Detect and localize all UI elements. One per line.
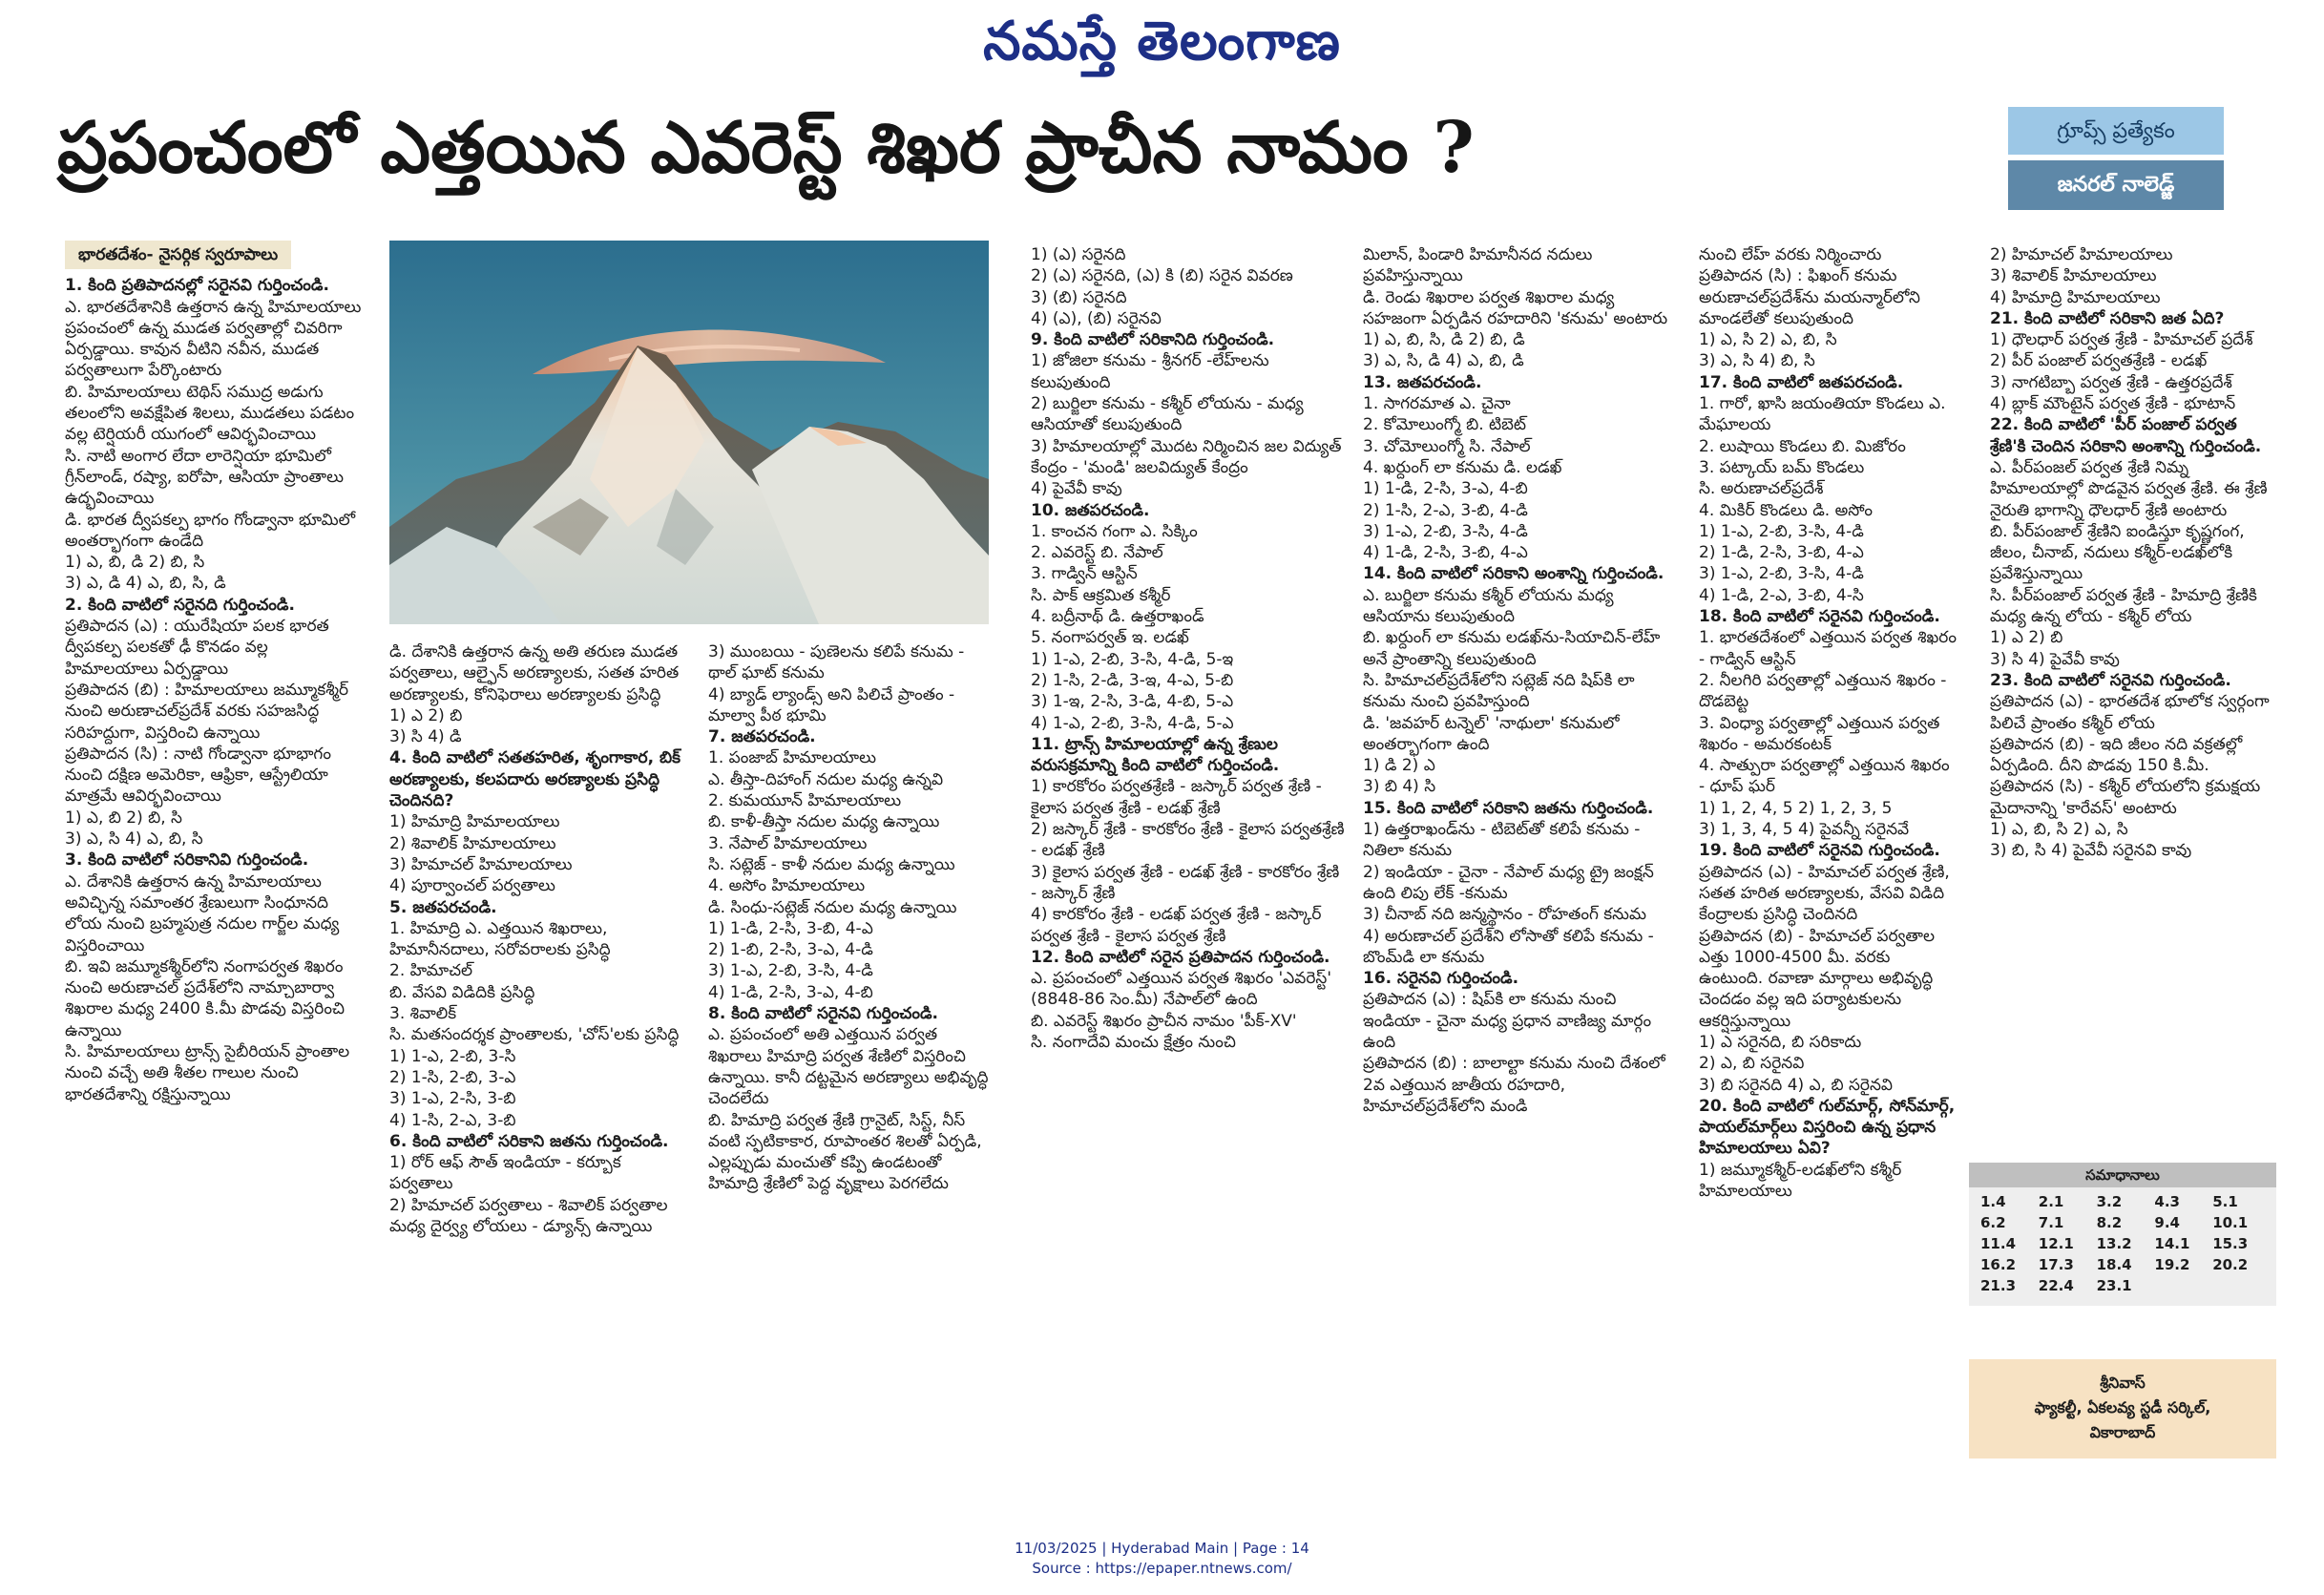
answer-item: 16.2 — [1980, 1256, 2017, 1273]
question-text: 3. కింది వాటిలో సరికానివి గుర్తించండి. — [65, 850, 309, 871]
option-text: 3) సి 4) పైవేవీ కావు — [1990, 649, 2120, 669]
option-text: 3) బి, సి 4) పైవేవీ సరైనవి కావు — [1990, 841, 2192, 861]
option-text: 1. సాగరమాత ఎ. చైనా — [1363, 394, 1511, 414]
option-text: 1) డి 2) ఎ — [1363, 756, 1435, 776]
option-text: 2. ఎవరెస్ట్ బి. నేపాల్ — [1031, 543, 1163, 563]
answer-item: 21.3 — [1980, 1277, 2017, 1294]
option-text: 2. కుమయూన్ హిమాలయాలు — [708, 791, 902, 811]
option-text: 4) హిమాద్రి హిమాలయాలు — [1990, 287, 2161, 307]
question-text: 19. కింది వాటిలో సరైనవి గుర్తించండి. — [1699, 841, 1940, 861]
column-text — [65, 275, 363, 1105]
footer-source: Source : https://epaper.ntnews.com/ — [1032, 1560, 1292, 1577]
question-text: 2. కింది వాటిలో సరైనది గుర్తించండి. — [65, 595, 295, 615]
answer-item: 8.2 — [2096, 1214, 2123, 1231]
option-text: 3. నేపాల్ హిమాలయాలు — [708, 833, 868, 853]
answer-item: 5.1 — [2212, 1193, 2238, 1210]
option-text: బి. ఎవరెస్ట్ శిఖరం ప్రాచీన నామం 'పీక్-XV' — [1031, 1011, 1297, 1031]
option-text: డి. సింధు-సట్లెజ్ నదుల మధ్య ఉన్నాయి — [708, 897, 957, 917]
option-text: సి. సట్లెజ్ - కాళీ నదుల మధ్య ఉన్నాయి — [708, 854, 955, 874]
option-text: ప్రతిపాదన (సి) - కశ్మీర్ లోయలోని క్రమక్షయ మైదానాన్ని 'కారేవస్' అంటారు — [1990, 777, 2261, 818]
option-text: 4. అసోం హిమాలయాలు — [708, 876, 866, 896]
option-text: 3) బి 4) సి — [1363, 777, 1436, 797]
option-text: 4. బద్రీనాథ్ డి. ఉత్తరాఖండ్ — [1031, 607, 1204, 627]
option-text: 3) నాగటిబ్బా పర్వత శ్రేణి - ఉత్తరప్రదేశ్ — [1990, 372, 2232, 392]
option-text: 3) ఎ, సి 4) ఎ, బి, సి — [65, 829, 203, 850]
section-title: భారతదేశం- నైసర్గిక స్వరూపాలు — [65, 241, 291, 269]
article-column-1 — [65, 241, 363, 1472]
option-text: 2. హిమాచల్ — [389, 961, 473, 981]
answer-item: 3.2 — [2096, 1193, 2123, 1210]
option-text: 1) 1-డి, 2-సి, 3-ఎ, 4-బి — [1363, 479, 1528, 499]
question-text: 4. కింది వాటిలో సతతహరిత, శృంగాకార, బిక్ అరణ్యాలకు, కలపదారు అరణ్యాలకు ప్రసిద్ధి చెందినది? — [389, 748, 680, 811]
question-text: 8. కింది వాటిలో సరైనవి గుర్తించండి. — [708, 1004, 938, 1024]
option-text: 1) 1, 2, 4, 5 2) 1, 2, 3, 5 — [1699, 798, 1893, 818]
option-text: ప్రతిపాదన (బి) : బాలాల్టా కనుమ నుంచి దేశంలో 2వ ఎత్తయిన జాతీయ రహదారి, హిమాచల్‌ప్రదేశ్‌లోని మండి — [1363, 1054, 1665, 1116]
option-text: 1) 1-ఎ, 2-బి, 3-సి, 4-డి, 5-ఇ — [1031, 649, 1234, 669]
option-text: ఎ. భారతదేశానికి ఉత్తరాన ఉన్న హిమాలయాలు ప్రపంచంలో ఉన్న ముడత పర్వతాల్లో చివరిగా ఏర్పడ్డాయి. కావున వీటిని నవీన, ముడత పర్వతాలుగా పేర్కొంటారు — [65, 297, 362, 381]
answer-item: 15.3 — [2212, 1235, 2249, 1252]
option-text: 2) (ఎ) సరైనది, (ఎ) కి (బి) సరైన వివరణ — [1031, 266, 1293, 286]
option-text: 1. భారతదేశంలో ఎత్తయిన పర్వత శిఖరం - గాడ్విన్ ఆస్టిన్ — [1699, 628, 1957, 669]
option-text: 1) 1-డి, 2-సి, 3-బి, 4-ఎ — [708, 918, 873, 938]
option-text: 3. చోమోలుంగ్మో సి. నేపాల్ — [1363, 436, 1531, 456]
headline: ప్రపంచంలో ఎత్తయిన ఎవరెస్ట్ శిఖర ప్రాచీన నామం ? — [57, 107, 1475, 189]
option-text: ప్రతిపాదన (బి) - హిమాచల్ పర్వతాల ఎత్తు 1000-4500 మీ. వరకు ఉంటుంది. రవాణా మార్గాలు అభివృద్ధి చెందడం వల్ల ఇది పర్యాటకులను ఆకర్షిస్తున్నాయి — [1699, 926, 1936, 1031]
answer-item: 23.1 — [2096, 1277, 2132, 1294]
option-text: 3) 1-ఎ, 2-సి, 3-బి — [389, 1089, 516, 1109]
option-text: డి. భారత ద్వీపకల్ప భాగం గోండ్వానా భూమిలో అంతర్భాగంగా ఉండేది — [65, 510, 356, 551]
option-text: 2. నీలగిరి పర్వతాల్లో ఎత్తయిన శిఖరం - దొడబెట్ట — [1699, 670, 1947, 712]
option-text: డి. 'జవహర్ టన్నెల్' 'నాథులా' కనుమలో అంతర్భాగంగా ఉంది — [1363, 713, 1620, 754]
option-text: 4) 1-డి, 2-ఎ, 3-బి, 4-సి — [1699, 585, 1864, 605]
option-text: 3) ముంబయి - పుణెలను కలిపే కనుమ - థాల్ ఘాట్ కనుమ — [708, 642, 965, 683]
option-text: ప్రతిపాదన (బి) : హిమాలయాలు జమ్మూకశ్మీర్ నుంచి అరుణాచల్‌ప్రదేశ్ వరకు సహజసిద్ధ సరిహద్దుగా, విస్తరించి ఉన్నాయి — [65, 680, 349, 743]
answer-item: 11.4 — [1980, 1235, 2017, 1252]
question-text: 9. కింది వాటిలో సరికానిది గుర్తించండి. — [1031, 330, 1275, 350]
question-text: 20. కింది వాటిలో గుల్‌మార్గ్, సోన్‌మార్గ్, పాయల్‌మార్గ్‌లు విస్తరించి ఉన్న ప్రధాన హిమాలయాలు ఏవి? — [1699, 1096, 1956, 1159]
option-text: 4) పైవేవీ కావు — [1031, 479, 1122, 499]
option-text: 3) ఎ, సి 4) బి, సి — [1699, 351, 1815, 371]
answer-item: 6.2 — [1980, 1214, 2006, 1231]
question-text: 23. కింది వాటిలో సరైనవి గుర్తించండి. — [1990, 670, 2231, 690]
question-text: 15. కింది వాటిలో సరికాని జతను గుర్తించండి. — [1363, 798, 1654, 818]
option-text: 1) రోర్ ఆఫ్ సౌత్ ఇండియా - కర్బూక పర్వతాలు — [389, 1153, 621, 1194]
article-column-4 — [1031, 244, 1346, 1468]
option-text: 3) ఎ, సి, డి 4) ఎ, బి, డి — [1363, 351, 1524, 371]
option-text: 4) 1-డి, 2-సి, 3-బి, 4-ఎ — [1363, 543, 1528, 563]
author-credit — [1969, 1359, 2276, 1459]
option-text: 1. కాంచన గంగా ఎ. సిక్కిం — [1031, 521, 1198, 541]
question-text: 6. కింది వాటిలో సరికాని జతను గుర్తించండి. — [389, 1131, 669, 1151]
option-text: 1) ఎ సరైనది, బి సరికాదు — [1699, 1032, 1862, 1052]
option-text: 1) (ఎ) సరైనది — [1031, 245, 1126, 264]
option-text: 4. సాత్పురా పర్వతాల్లో ఎత్తయిన శిఖరం - ధూప్ ఘర్ — [1699, 756, 1950, 797]
option-text: ప్రతిపాదన (ఎ) : షిప్‌కి లా కనుమ నుంచి ఇండియా - చైనా మధ్య ప్రధాన వాణిజ్య మార్గం ఉంది — [1363, 990, 1652, 1052]
option-text: నుంచి లేహ్ వరకు నిర్మించారు — [1699, 245, 1882, 264]
question-text: 16. సరైనవి గుర్తించండి. — [1363, 969, 1519, 989]
column-text — [1031, 244, 1346, 1053]
option-text: 3) చీనాబ్ నది జన్మస్థానం - రోహతంగ్ కనుమ — [1363, 905, 1646, 925]
option-text: 3) 1-ఎ, 2-బి, 3-సి, 4-డి — [708, 961, 873, 981]
option-text: ప్రతిపాదన (బి) - ఇది జీలం నది వక్రతల్లో ఏర్పడింది. దీని పొడవు 150 కి.మీ. — [1990, 734, 2243, 776]
column-text — [1363, 244, 1670, 1117]
masthead-logo: నమస్తే తెలంగాణ — [983, 10, 1341, 73]
answer-item: 22.4 — [2038, 1277, 2074, 1294]
option-text: 4) బ్యాడ్ ల్యాండ్స్ అని పిలిచే ప్రాంతం - మాల్వా పీఠ భూమి — [708, 684, 955, 725]
option-text: 3) 1-ఇ, 2-సి, 3-డి, 4-బి, 5-ఎ — [1031, 692, 1234, 712]
article-column-7 — [1990, 244, 2276, 1151]
option-text: 4) 1-డి, 2-సి, 3-ఎ, 4-బి — [708, 982, 873, 1002]
option-text: 1) ఎ, బి 2) బి, సి — [65, 808, 182, 828]
option-text: 1) 1-ఎ, 2-బి, 3-సి — [389, 1046, 516, 1066]
answers-title: సమాధానాలు — [1969, 1163, 2276, 1187]
option-text: ప్రతిపాదన (సి) : ఫిఖంగ్ కనుమ అరుణాచల్‌ప్రదేశ్‌ను మయన్మార్‌లోని మాండలేతో కలుపుతుంది — [1699, 266, 1920, 328]
answer-item: 14.1 — [2154, 1235, 2190, 1252]
option-text: 3) 1, 3, 4, 5 4) పైవన్నీ సరైనవే — [1699, 820, 1910, 840]
option-text: 2) 1-సి, 2-ఎ, 3-బి, 4-డి — [1363, 500, 1528, 520]
question-text: 5. జతపరచండి. — [389, 897, 497, 917]
option-text: 2) హిమాచల్ హిమాలయాలు — [1990, 245, 2173, 264]
option-text: ప్రతిపాదన (ఎ) - భారతదేశ భూలోక స్వర్గంగా పిలిచే ప్రాంతం కశ్మీర్ లోయ — [1990, 692, 2270, 733]
option-text: ప్రతిపాదన (ఎ) - హిమాచల్ పర్వత శ్రేణి, సతత హరిత అరణ్యాలకు, వేసవి విడిది కేంద్రాలకు ప్రసిద్ధి చెందినది — [1699, 862, 1950, 925]
author-affiliation: ఫ్యాకల్టీ, ఏకలవ్య స్టడీ సర్కిల్, — [2034, 1398, 2211, 1417]
option-text: 3) 1-ఎ, 2-బి, 3-సి, 4-డి — [1363, 521, 1528, 541]
option-text: సి. పీర్‌పంజాల్ పర్వత శ్రేణి - హిమాద్రి శ్రేణికి మధ్య ఉన్న లోయ - కశ్మీర్ లోయ — [1990, 585, 2257, 627]
option-text: బి. వేసవి విడిదికి ప్రసిద్ధి — [389, 982, 535, 1002]
column-text — [708, 641, 989, 1195]
option-text: 1. పంజాబ్ హిమాలయాలు — [708, 748, 877, 768]
option-text: 1) ఎ 2) బి — [389, 705, 463, 725]
article-column-6 — [1699, 244, 1957, 1468]
option-text: 3) బి సరైనది 4) ఎ, బి సరైనవి — [1699, 1075, 1894, 1095]
option-text: 1) ఎ, బి, సి, డి 2) బి, డి — [1363, 330, 1525, 350]
option-text: ఎ. బుర్జిలా కనుమ కశ్మీర్ లోయను మధ్య ఆసియాను కలుపుతుంది — [1363, 585, 1614, 627]
option-text: 4) అరుణాచల్ ప్రదేశ్‌ని లోసాతో కలిపే కనుమ - బొంమ్‌డి లా కనుమ — [1363, 926, 1654, 967]
option-text: 4. ఖర్దుంగ్ లా కనుమ డి. లడఖ్ — [1363, 457, 1562, 477]
answer-item: 19.2 — [2154, 1256, 2190, 1273]
answers-grid — [1975, 1193, 2271, 1294]
answer-item: 4.3 — [2154, 1193, 2180, 1210]
option-text: 3) శివాలిక్ హిమాలయాలు — [1990, 266, 2157, 286]
option-text: ఎ. పీర్‌పంజల్ పర్వత శ్రేణి నిమ్న హిమాలయాల్లో పొడవైన పర్వత శ్రేణి. ఈ శ్రేణి నైరుతి భాగాన్ని ధౌలధార్ శ్రేణి అంటారు — [1990, 457, 2268, 520]
author-name: శ్రీనివాస్ — [2100, 1374, 2146, 1392]
option-text: 3. పట్కాయ్ బమ్ కొండలు — [1699, 457, 1865, 477]
column-text — [389, 641, 685, 1237]
option-text: బి. పీర్‌పంజాల్ శ్రేణిని ఐండిస్తూ కృష్ణగంగ, జీలం, చీనాబ్, నదులు కశ్మీర్-లడఖ్‌లోకి ప్రవేశిస్తున్నాయి — [1990, 521, 2245, 584]
option-text: బి. కాళీ-తీస్తా నదుల మధ్య ఉన్నాయి — [708, 812, 940, 832]
option-text: 2) 1-సి, 2-బి, 3-ఎ — [389, 1067, 516, 1087]
option-text: సి. పాక్ ఆక్రమిత కశ్మీర్ — [1031, 585, 1171, 605]
option-text: 3) కైలాస పర్వత శ్రేణి - లడఖ్ శ్రేణి - కారకోరం శ్రేణి - జస్కార్ శ్రేణి — [1031, 862, 1340, 903]
option-text: ఎ. తీస్తా-దిహాంగ్ నదుల మధ్య ఉన్నవి — [708, 769, 944, 789]
option-text: 1) హిమాద్రి హిమాలయాలు — [389, 812, 560, 832]
option-text: 3) హిమాచల్ హిమాలయాలు — [389, 854, 573, 874]
option-text: 2) పీర్ పంజాల్ పర్వతశ్రేణి - లడఖ్ — [1990, 351, 2208, 371]
option-text: 2) ఇండియా - చైనా - నేపాల్ మధ్య ట్రై జంక్షన్ ఉంది లిపు లేక్ -కనుమ — [1363, 862, 1654, 903]
everest-photo — [389, 241, 989, 624]
column-text — [1699, 244, 1957, 1202]
page-footer — [0, 1539, 2324, 1579]
column-text — [1990, 244, 2276, 862]
option-text: 1. హిమాద్రి ఎ. ఎత్తయిన శిఖరాలు, హిమానీనదాలు, సరోవరాలకు ప్రసిద్ధి — [389, 918, 611, 960]
badge-general-knowledge: జనరల్ నాలెడ్జ్ — [2008, 160, 2224, 210]
option-text: ప్రతిపాదన (ఎ) : యురేషియా పలక భారత ద్వీపకల్ప పలకతో ఢీ కొనడం వల్ల హిమాలయాలు ఏర్పడ్డాయి — [65, 617, 329, 679]
option-text: 3) హిమాలయాల్లో మొదట నిర్మించిన జల విద్యుత్ కేంద్రం - 'మండి' జలవిద్యుత్ కేంద్రం — [1031, 436, 1342, 477]
option-text: 4) కారకోరం శ్రేణి - లడఖ్ పర్వత శ్రేణి - జస్కార్ పర్వత శ్రేణి - కైలాస పర్వత శ్రేణి — [1031, 905, 1322, 946]
article-column-2 — [389, 641, 685, 1468]
option-text: 2) శివాలిక్ హిమాలయాలు — [389, 833, 556, 853]
footer-edition: 11/03/2025 | Hyderabad Main | Page : 14 — [1015, 1540, 1309, 1557]
answer-item: 13.2 — [2096, 1235, 2132, 1252]
option-text: 4) 1-ఎ, 2-బి, 3-సి, 4-డి, 5-ఎ — [1031, 713, 1234, 733]
option-text: 5. నంగాపర్వత్ ఇ. లడఖ్ — [1031, 628, 1189, 648]
option-text: 2) 1-సి, 2-డి, 3-ఇ, 4-ఎ, 5-బి — [1031, 670, 1234, 690]
option-text: ఎ. ప్రపంచంలో ఎత్తయిన పర్వత శిఖరం 'ఎవరెస్ట్' (8848-86 సెం.మీ) నేపాల్‌లో ఉంది — [1031, 969, 1332, 1010]
answer-item: 10.1 — [2212, 1214, 2249, 1231]
question-text: 17. కింది వాటిలో జతపరచండి. — [1699, 372, 1904, 392]
option-text: 3. వింధ్యా పర్వతాల్లో ఎత్తయిన పర్వత శిఖరం - అమరకంటక్ — [1699, 713, 1940, 754]
option-text: 1) ఉత్తరాఖండ్‌ను - టిబెట్‌తో కలిపే కనుమ - నితిలా కనుమ — [1363, 820, 1641, 861]
option-text: 2) జస్కార్ శ్రేణి - కారకోరం శ్రేణి - కైలాస పర్వతశ్రేణి - లడఖ్ శ్రేణి — [1031, 820, 1345, 861]
option-text: 1. గారో, ఖాసి జయంతియా కొండలు ఎ. మేఘాలయ — [1699, 394, 1946, 435]
option-text: 1) ఎ, బి, డి 2) బి, సి — [65, 553, 205, 573]
article-column-3 — [708, 641, 989, 1468]
option-text: 3) 1-ఎ, 2-బి, 3-సి, 4-డి — [1699, 564, 1864, 584]
answer-item: 18.4 — [2096, 1256, 2132, 1273]
option-text: బి. ఖర్దుంగ్ లా కనుమ లడఖ్‌ను-సియాచిన్-లేహ్ అనే ప్రాంతాన్ని కలుపుతుంది — [1363, 628, 1661, 669]
option-text: 1) ధౌలధార్ పర్వత శ్రేణి - హిమాచల్ ప్రదేశ్ — [1990, 330, 2253, 350]
option-text: మిలాన్, పిండారి హిమానీనద నదులు ప్రవహిస్తున్నాయి — [1363, 245, 1593, 286]
option-text: 3) (బి) సరైనది — [1031, 287, 1127, 307]
answer-item: 9.4 — [2154, 1214, 2180, 1231]
answer-item: 12.1 — [2038, 1235, 2074, 1252]
option-text: ప్రతిపాదన (సి) : నాటి గోండ్వానా భూభాగం నుంచి దక్షిణ అమెరికా, ఆఫ్రికా, ఆస్ట్రేలియా మాత్రమే ఆవిర్భవించాయి — [65, 744, 331, 807]
question-text: 18. కింది వాటిలో సరైనవి గుర్తించండి. — [1699, 607, 1940, 627]
option-text: ఎ. దేశానికి ఉత్తరాన ఉన్న హిమాలయాలు అవిచ్ఛిన్న సమాంతర శ్రేణులుగా సింధూనది లోయ నుంచి బ్రహ్మపుత్ర నదుల గార్జ్‌ల మధ్య విస్తరించాయి — [65, 871, 340, 955]
question-text: 1. కింది ప్రతిపాదనల్లో సరైనవి గుర్తించండి. — [65, 276, 329, 296]
option-text: సి. అరుణాచల్‌ప్రదేశ్ — [1699, 479, 1824, 499]
option-text: 1) ఎ 2) బి — [1990, 628, 2063, 648]
option-text: 2) 1-బి, 2-సి, 3-ఎ, 4-డి — [708, 940, 873, 960]
option-text: 1) జమ్మూకశ్మీర్-లడఖ్‌లోని కశ్మీర్ హిమాలయాలు — [1699, 1160, 1902, 1202]
option-text: 2) ఎ, బి సరైనవి — [1699, 1054, 1805, 1074]
answer-item: 1.4 — [1980, 1193, 2006, 1210]
option-text: 1) ఎ, బి, సి 2) ఎ, సి — [1990, 820, 2128, 840]
question-text: 14. కింది వాటిలో సరికాని అంశాన్ని గుర్తించండి. — [1363, 564, 1664, 584]
option-text: 3. శివాలిక్ — [389, 1004, 457, 1024]
option-text: 4) పూర్వాంచల్ పర్వతాలు — [389, 876, 555, 896]
badge-groups-special: గ్రూప్స్ ప్రత్యేకం — [2008, 107, 2224, 157]
option-text: సి. నాటి అంగార లేదా లారెన్షియా భూమిలో గ్రీన్‌లాండ్, రష్యా, ఐరోపా, ఆసియా ప్రాంతాలు ఉద్భవించాయి — [65, 446, 345, 509]
option-text: 2) హిమాచల్ పర్వతాలు - శివాలిక్ పర్వతాల మధ్య దైర్వ్య లోయలు - డ్యూన్స్ ఉన్నాయి — [389, 1195, 668, 1237]
option-text: డి. రెండు శిఖరాల పర్వత శిఖరాల మధ్య సహజంగా ఏర్పడిన రహదారిని 'కనుమ' అంటారు — [1363, 287, 1668, 328]
author-location: వికారాబాద్ — [2089, 1423, 2156, 1441]
option-text: 1) జోజిలా కనుమ - శ్రీనగర్ -లేహ్‌లను కలుపుతుంది — [1031, 351, 1269, 392]
question-text: 7. జతపరచండి. — [708, 727, 816, 747]
question-text: 12. కింది వాటిలో సరైన ప్రతిపాదన గుర్తించండి. — [1031, 947, 1330, 967]
option-text: 3. గాడ్విన్ ఆస్టిన్ — [1031, 564, 1138, 584]
question-text: 21. కింది వాటిలో సరికాని జత ఏది? — [1990, 308, 2225, 328]
option-text: సి. మతసందర్శక ప్రాంతాలకు, 'చోస్'లకు ప్రసిద్ధి — [389, 1025, 680, 1045]
question-text: 10. జతపరచండి. — [1031, 500, 1150, 520]
question-text: 11. ట్రాన్స్ హిమాలయాల్లో ఉన్న శ్రేణుల వరుసక్రమాన్ని కింది వాటిలో గుర్తించండి. — [1031, 734, 1280, 776]
option-text: సి. నంగాదేవి మంచు క్షేత్రం నుంచి — [1031, 1032, 1236, 1052]
option-text: 2) బుర్జిలా కనుమ - కశ్మీర్ లోయను - మధ్య ఆసియాతో కలుపుతుంది — [1031, 394, 1304, 435]
option-text: 3) సి 4) డి — [389, 727, 462, 747]
option-text: 1) 1-ఎ, 2-బి, 3-సి, 4-డి — [1699, 521, 1864, 541]
answers-box — [1969, 1163, 2276, 1306]
question-text: 22. కింది వాటిలో 'పీర్ పంజాల్ పర్వత శ్రేణి'కి చెందిన సరికాని అంశాన్ని గుర్తించండి. — [1990, 415, 2262, 456]
answer-item: 17.3 — [2038, 1256, 2074, 1273]
option-text: ఎ. ప్రపంచంలో అతి ఎత్తయిన పర్వత శిఖరాలు హిమాద్రి పర్వత శేణిలో విస్తరించి ఉన్నాయి. కానీ దట్టమైన అరణ్యాలు అభివృద్ధి చెందలేదు — [708, 1025, 989, 1109]
option-text: 3) ఎ, డి 4) ఎ, బి, సి, డి — [65, 574, 226, 594]
option-text: డి. దేశానికి ఉత్తరాన ఉన్న అతి తరుణ ముడత పర్వతాలు, ఆల్ఫైన్ అరణ్యాలకు, సతత హరిత అరణ్యాలకు, కోనిఫెరాలు అరణ్యాలకు ప్రసిద్ధి — [389, 642, 680, 704]
option-text: 4) 1-సి, 2-ఎ, 3-బి — [389, 1110, 516, 1130]
option-text: 4) (ఎ), (బి) సరైనవి — [1031, 308, 1162, 328]
option-text: సి. హిమాచల్‌ప్రదేశ్‌లోని సట్లెజ్ నది షిప్‌కి లా కనుమ నుంచి ప్రవహిస్తుంది — [1363, 670, 1635, 712]
option-text: 2) 1-డి, 2-సి, 3-బి, 4-ఎ — [1699, 543, 1864, 563]
option-text: 4) బ్లాక్ మౌంటైన్ పర్వత శ్రేణి - భూటాన్ — [1990, 394, 2236, 414]
option-text: బి. హిమాలయాలు టెథిస్ సముద్ర అడుగు తలంలోని అవక్షేపిత శిలలు, ముడతలు పడటం వల్ల టెర్షియరీ యుగంలో ఆవిర్భవించాయి — [65, 382, 355, 445]
question-text: 13. జతపరచండి. — [1363, 372, 1482, 392]
option-text: బి. ఇవి జమ్మూకశ్మీర్‌లోని నంగాపర్వత శిఖరం నుంచి అరుణాచల్ ప్రదేశ్‌లోని నామ్చాబార్వా శిఖరాల మధ్య 2400 కి.మీ పొడవు విస్తరించి ఉన్నాయి — [65, 956, 345, 1040]
option-text: 2. కోమోలుంగ్మో బి. టిబెట్ — [1363, 415, 1526, 435]
answer-item: 7.1 — [2038, 1214, 2064, 1231]
option-text: 4. మికిర్ కొండలు డి. అసోం — [1699, 500, 1873, 520]
option-text: సి. హిమాలయాలు ట్రాన్స్ సైబీరియన్ ప్రాంతాల నుంచి వచ్చే అతి శీతల గాలుల నుంచి భారతదేశాన్ని రక్షిస్తున్నాయి — [65, 1041, 350, 1104]
option-text: 2. లుషాయి కొండలు బి. మిజోరం — [1699, 436, 1906, 456]
option-text: 1) ఎ, సి 2) ఎ, బి, సి — [1699, 330, 1837, 350]
option-text: బి. హిమాద్రి పర్వత శ్రేణి గ్రానైట్, సిస్ట్, నీస్ వంటి స్ఫటికాకార, రూపాంతర శిలతో ఏర్పడి, ఎల్లప్పుడు మంచుతో కప్పి ఉండటంతో హిమాద్రి శ్రేణిలో పెద్ద వృక్షాలు పెరగలేదు — [708, 1110, 982, 1194]
answer-item: 20.2 — [2212, 1256, 2249, 1273]
answer-item: 2.1 — [2038, 1193, 2064, 1210]
option-text: 1) కారకోరం పర్వతశ్రేణి - జస్కార్ పర్వత శ్రేణి - కైలాస పర్వత శ్రేణి - లడఖ్ శ్రేణి — [1031, 777, 1322, 818]
article-column-5 — [1363, 244, 1670, 1468]
